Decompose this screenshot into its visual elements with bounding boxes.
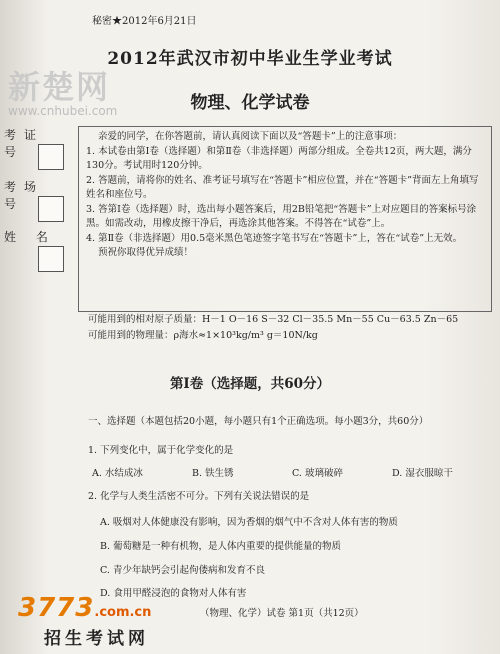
question-stem: 1. 下列变化中，属于化学变化的是 [88, 445, 234, 456]
exam-number-field[interactable] [38, 144, 64, 170]
option: C. 青少年缺钙会引起佝偻病和发育不良 [100, 565, 265, 576]
question-options [92, 465, 492, 479]
exam-number-label: 考证号 [4, 128, 45, 159]
notice-item: 3. 答第Ⅰ卷（选择题）时，选出每小题答案后，用2B铅笔把“答题卡”上对应题目的答案标号涂黑。如需改动，用橡皮擦干净后，再选涂其他答案。不得答在“试卷”上。 [86, 203, 477, 229]
brand-number: 3773 [18, 593, 95, 623]
bottom-brand-logo [18, 593, 151, 623]
option: C. 玻璃破碎 [292, 468, 343, 479]
option: B. 铁生锈 [192, 468, 234, 479]
watermark-url: www.cnhubei.com [8, 104, 118, 118]
page-footer: （物理、化学）试卷 第1页（共12页） [200, 608, 364, 619]
brand-domain: .com.cn [94, 605, 152, 620]
option: D. 食用甲醛浸泡的食物对人体有害 [100, 588, 247, 599]
notice-closing: 预祝你取得优异成绩！ [98, 247, 194, 258]
watermark-brand: 新楚网 [8, 68, 111, 106]
exam-room-field[interactable] [38, 196, 64, 222]
option: A. 吸烟对人体健康没有影响，因为香烟的烟气中不含对人体有害的物质 [100, 517, 398, 528]
candidate-info-panel [0, 122, 62, 272]
physical-constants: 可能用到的物理量：ρ海水≈1×10³kg/m³ g＝10N/kg [88, 330, 318, 341]
notice-intro: 亲爱的同学，在你答题前，请认真阅读下面以及“答题卡”上的注意事项： [98, 131, 403, 142]
notice-item: 1. 本试卷由第Ⅰ卷（选择题）和第Ⅱ卷（非选择题）两部分组成。全卷共12页，两大题，满分130分。考试用时120分钟。 [86, 145, 472, 171]
exam-room-label: 考场号 [4, 180, 45, 211]
name-field[interactable] [38, 246, 64, 272]
notice-item: 2. 答题前，请将你的姓名、准考证号填写在“答题卡”相应位置，并在“答题卡”背面左上角填写姓名和座位号。 [86, 174, 479, 200]
question-stem: 2. 化学与人类生活密不可分。下列有关说法错误的是 [88, 491, 310, 502]
brand-name: 招生考试网 [44, 629, 149, 649]
section-instructions: 一、选择题（本题包括20小题，每小题只有1个正确选项。每小题3分，共60分） [88, 416, 429, 427]
section-title: 第Ⅰ卷（选择题，共60分） [169, 376, 331, 392]
exam-title: 2012年武汉市初中毕业生学业考试 [107, 49, 393, 69]
option: A. 水结成冰 [92, 468, 143, 479]
name-label: 姓 名 [4, 230, 56, 244]
option: B. 葡萄糖是一种有机物，是人体内重要的提供能量的物质 [100, 541, 342, 552]
option: D. 湿衣服晾干 [392, 468, 453, 479]
confidential-label: 秘密★2012年6月21日 [92, 16, 197, 27]
notice-item: 4. 第Ⅱ卷（非选择题）用0.5毫米黑色笔迹签字笔书写在“答题卡”上，答在“试卷”上无效。 [86, 232, 463, 244]
notice-text [86, 130, 486, 261]
exam-subtitle: 物理、化学试卷 [190, 93, 310, 113]
atomic-masses: 可能用到的相对原子质量：H－1 O－16 S－32 Cl－35.5 Mn－55 Cu－63.5 Zn－65 [88, 314, 459, 325]
constants-block [88, 312, 458, 344]
